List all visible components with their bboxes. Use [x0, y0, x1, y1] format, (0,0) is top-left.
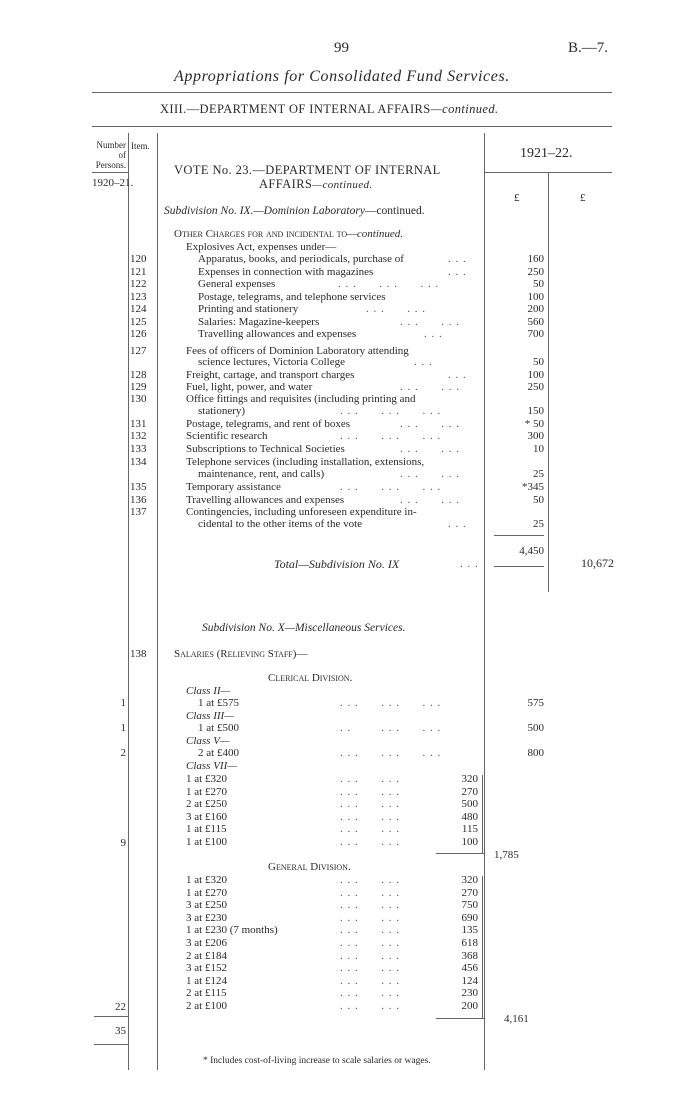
class-v-label: Class V—	[186, 735, 230, 747]
item-120-amount: 160	[527, 253, 544, 265]
general-bracket	[482, 876, 483, 1018]
page-number: 99	[334, 40, 349, 56]
item-137-text-2: cidental to the other items of the vote	[198, 518, 363, 530]
persons-total-rule-bottom	[94, 1044, 128, 1045]
class-ii-dots: . . . . . . . . .	[340, 697, 442, 709]
general-division-line: 3 at £230	[186, 911, 227, 924]
page-reference: B.—7.	[568, 40, 609, 56]
item-131-number: 131	[130, 418, 147, 430]
item-127-amount: 50	[533, 356, 544, 368]
class-vii-amount: 270	[461, 785, 478, 798]
rule-persons-item	[128, 133, 129, 1070]
item-122-text: General expenses	[198, 278, 276, 290]
clerical-division-heading: Clerical Division.	[268, 672, 353, 684]
general-division-dots: . . . . . .	[340, 874, 400, 886]
item-125-dots: . . . . . .	[400, 315, 460, 328]
title-rule	[92, 92, 612, 93]
class-vii-line: 1 at £100	[186, 835, 227, 848]
class-vii-amount: 100	[461, 835, 478, 848]
class-vii-total: 1,785	[494, 849, 519, 861]
class-iii-persons: 1	[120, 722, 126, 734]
general-total: 4,161	[504, 1013, 529, 1025]
item-129-dots: . . . . . .	[400, 381, 460, 393]
rule-item-text	[157, 133, 158, 1070]
salaries-relieving-staff: Salaries (Relieving Staff)—	[174, 648, 308, 660]
item-128-number: 128	[130, 369, 147, 381]
general-division-line: 3 at £152	[186, 962, 227, 975]
item-136-amount: 50	[533, 494, 544, 506]
item-125-text: Salaries: Magazine-keepers	[198, 315, 320, 328]
vote-title-line1: VOTE No. 23.—DEPARTMENT OF INTERNAL	[174, 163, 441, 177]
item-124-amount: 200	[527, 303, 544, 315]
head-rule-left	[92, 172, 128, 173]
general-division-amount: 230	[461, 987, 478, 1000]
item-129-amount: 250	[527, 381, 544, 393]
item-134-dots: . . . . . .	[400, 468, 460, 480]
general-division-line: 2 at £115	[186, 987, 227, 1000]
class-vii-amount: 480	[461, 810, 478, 823]
class-vii-amount: 115	[461, 823, 478, 835]
general-division-dots: . . . . . .	[340, 937, 400, 949]
class-v-dots: . . . . . . . . .	[340, 747, 442, 759]
other-charges-label: Other Charges for and incidental to	[174, 228, 348, 240]
class-vii-dots: . . . . . .	[340, 810, 400, 823]
item-120-dots: . . .	[448, 253, 467, 265]
item-133-text: Subscriptions to Technical Societies	[186, 443, 345, 455]
class-ii-label: Class II—	[186, 685, 231, 697]
rule-amount-total	[548, 172, 549, 592]
footnote: * Includes cost-of-living increase to scale salaries or wages.	[203, 1056, 431, 1066]
item-126-text: Travelling allowances and expenses	[198, 328, 357, 340]
item-131-dots: . . . . . .	[400, 418, 460, 430]
item-136-text: Travelling allowances and expenses	[186, 494, 345, 506]
general-division-dots: . . . . . .	[340, 974, 400, 987]
item-138-number: 138	[130, 648, 147, 660]
item-132-text: Scientific research	[186, 430, 268, 442]
total-subdivision-ix-label: Total—Subdivision No. IX	[274, 557, 400, 571]
item-129-text: Fuel, light, power, and water	[186, 381, 313, 393]
item-133-amount: 10	[533, 443, 544, 455]
general-division-dots: . . . . . .	[340, 1000, 400, 1012]
subdivision-ix-title: Subdivision No. IX.—Dominion Laboratory	[164, 205, 365, 217]
general-division-dots: . . . . . .	[340, 987, 400, 1000]
general-division-amount: 320	[461, 874, 478, 886]
total-subdivision-ix-amount: 10,672	[581, 556, 614, 570]
item-122-dots: . . . . . . . . .	[338, 278, 440, 290]
item-132-number: 132	[130, 430, 147, 442]
item-123-amount: 100	[527, 290, 544, 303]
item-126-dots: . . .	[424, 328, 443, 340]
pound-column-2: £	[580, 192, 586, 204]
class-vii-dots: . . . . . .	[340, 773, 400, 785]
persons-header: Number of Persons.	[95, 140, 126, 170]
class-ii-persons: 1	[120, 697, 126, 709]
item-120-text: Apparatus, books, and periodicals, purchase of	[198, 253, 404, 265]
class-ii-line: 1 at £575	[198, 697, 239, 709]
persons-total: 35	[115, 1025, 126, 1037]
item-137-text-1: Contingencies, including unforeseen expenditure in-	[186, 506, 417, 518]
item-121-text: Expenses in connection with magazines	[198, 265, 374, 278]
general-division-dots: . . . . . .	[340, 911, 400, 924]
item-120-number: 120	[130, 253, 147, 265]
general-division-line: 2 at £184	[186, 949, 227, 962]
item-132-amount: 300	[527, 430, 544, 442]
class-vii-dots: . . . . . .	[340, 835, 400, 848]
section-heading	[160, 102, 499, 117]
general-division-heading: General Division.	[268, 861, 351, 873]
general-division-dots: . . . . . .	[340, 899, 400, 912]
other-charges-heading	[174, 228, 403, 240]
item-127-text-2: science lectures, Victoria College	[198, 356, 345, 368]
class-vii-amount: 320	[461, 773, 478, 785]
class-iii-line: 1 at £500	[198, 722, 239, 734]
general-division-amount: 124	[461, 974, 478, 987]
item-130-number: 130	[130, 393, 147, 405]
class-vii-sum-rule	[436, 853, 484, 854]
general-division-line: 2 at £100	[186, 1000, 227, 1012]
item-136-number: 136	[130, 494, 147, 506]
vote-title-line2	[259, 177, 373, 192]
item-124-text: Printing and stationery	[198, 303, 299, 315]
subdivision-ix-subtotal: 4,450	[519, 545, 544, 557]
item-134-text-2: maintenance, rent, and calls)	[198, 468, 325, 480]
item-121-number: 121	[130, 265, 147, 278]
item-129-number: 129	[130, 381, 147, 393]
class-vii-dots: . . . . . .	[340, 798, 400, 810]
class-vii-label: Class VII—	[186, 760, 238, 772]
class-vii-dots: . . . . . .	[340, 785, 400, 798]
class-ii-amount: 575	[527, 697, 544, 709]
class-vii-line: 3 at £160	[186, 810, 227, 823]
other-charges-continued: —continued.	[347, 228, 404, 240]
class-vii-line: 2 at £250	[186, 798, 227, 810]
item-130-dots: . . . . . . . . .	[340, 405, 442, 417]
item-128-amount: 100	[527, 369, 544, 381]
general-division-line: 3 at £250	[186, 899, 227, 912]
class-iii-amount: 500	[527, 722, 544, 734]
persons-total-rule	[94, 1016, 128, 1017]
class-vii-line: 1 at £320	[186, 773, 227, 785]
item-125-number: 125	[130, 315, 147, 328]
item-137-amount: 25	[533, 518, 544, 530]
item-125-amount: 560	[527, 315, 544, 328]
section-continued: —continued.	[430, 102, 499, 116]
section-main: XIII.—DEPARTMENT OF INTERNAL AFFAIRS	[160, 102, 431, 116]
general-division-amount: 456	[461, 962, 478, 975]
subtotal-rule	[494, 535, 544, 536]
total-ix-rule	[494, 566, 544, 567]
class-vii-persons: 9	[120, 837, 126, 849]
item-127-number: 127	[130, 345, 147, 357]
vote-title-affairs: AFFAIRS	[259, 177, 313, 191]
item-header: Item.	[131, 141, 150, 151]
item-123-number: 123	[130, 290, 147, 303]
item-132-dots: . . . . . . . . .	[340, 430, 442, 442]
head-rule-right	[484, 172, 612, 173]
item-130-amount: 150	[527, 405, 544, 417]
item-137-number: 137	[130, 506, 147, 518]
general-division-line: 1 at £230 (7 months)	[186, 924, 278, 937]
year-current: 1921–22.	[520, 146, 573, 161]
general-sum-rule	[436, 1018, 484, 1019]
general-division-amount: 135	[461, 924, 478, 937]
general-division-amount: 618	[461, 937, 478, 949]
item-134-text-1: Telephone services (including installation, extensions,	[186, 456, 425, 468]
item-122-amount: 50	[533, 278, 544, 290]
general-division-amount: 200	[461, 1000, 478, 1012]
pound-column-1: £	[514, 192, 520, 204]
class-vii-amount: 500	[461, 798, 478, 810]
item-137-dots: . . .	[448, 518, 467, 530]
item-133-number: 133	[130, 443, 147, 455]
class-v-line: 2 at £400	[198, 747, 239, 759]
item-130-text-1: Office fittings and requisites (including printing and	[186, 393, 416, 405]
class-vii-line: 1 at £270	[186, 785, 227, 798]
item-135-dots: . . . . . . . . .	[340, 481, 442, 493]
general-division-dots: . . . . . .	[340, 962, 400, 975]
item-124-dots: . . . . . .	[366, 303, 426, 315]
general-division-amount: 270	[461, 886, 478, 899]
item-128-dots: . . .	[448, 369, 467, 381]
general-division-amount: 368	[461, 949, 478, 962]
item-121-dots: . . .	[448, 265, 467, 278]
class-iii-dots: . . . . . . . .	[340, 722, 442, 734]
item-126-number: 126	[130, 328, 147, 340]
item-134-amount: 25	[533, 468, 544, 480]
item-127-dots: . . .	[414, 356, 433, 368]
class-vii-dots: . . . . . .	[340, 823, 400, 835]
general-division-line: 1 at £320	[186, 874, 227, 886]
explosives-act-heading: Explosives Act, expenses under—	[186, 241, 337, 253]
general-division-amount: 750	[461, 899, 478, 912]
item-134-number: 134	[130, 456, 147, 468]
general-persons: 22	[115, 1001, 126, 1013]
item-135-number: 135	[130, 481, 147, 493]
rule-text-amount	[484, 133, 485, 1070]
class-v-amount: 800	[527, 747, 544, 759]
item-135-amount: *345	[522, 481, 544, 493]
item-135-text: Temporary assistance	[186, 481, 281, 493]
page-title: Appropriations for Consolidated Fund Services.	[174, 68, 510, 85]
general-division-line: 1 at £124	[186, 974, 227, 987]
year-previous: 1920–21.	[92, 177, 134, 189]
class-vii-line: 1 at £115	[186, 823, 227, 835]
item-131-amount: * 50	[524, 418, 544, 430]
item-136-dots: . . . . . .	[400, 494, 460, 506]
item-130-text-2: stationery)	[198, 405, 246, 417]
subdivision-ix-continued: —continued.	[364, 205, 425, 217]
general-division-amount: 690	[461, 911, 478, 924]
item-123-text: Postage, telegrams, and telephone services	[198, 290, 386, 303]
subdivision-ix-heading	[164, 205, 425, 217]
item-121-amount: 250	[527, 265, 544, 278]
total-ix-dots: . . .	[460, 558, 479, 570]
class-iii-label: Class III—	[186, 710, 234, 722]
vote-title-continued: —continued.	[312, 179, 373, 191]
item-131-text: Postage, telegrams, and rent of boxes	[186, 418, 351, 430]
subdivision-x-heading: Subdivision No. X—Miscellaneous Services.	[202, 622, 406, 634]
item-127-text-1: Fees of officers of Dominion Laboratory attending	[186, 345, 409, 357]
item-122-number: 122	[130, 278, 147, 290]
general-division-dots: . . . . . .	[340, 886, 400, 899]
class-vii-bracket	[482, 775, 483, 853]
general-division-line: 1 at £270	[186, 886, 227, 899]
class-v-persons: 2	[120, 747, 126, 759]
item-133-dots: . . . . . .	[400, 443, 460, 455]
general-division-line: 3 at £206	[186, 937, 227, 949]
item-124-number: 124	[130, 303, 147, 315]
header-rule	[92, 126, 612, 127]
item-128-text: Freight, cartage, and transport charges	[186, 369, 355, 381]
general-division-dots: . . . . . .	[340, 949, 400, 962]
general-division-dots: . . . . . .	[340, 924, 400, 937]
item-126-amount: 700	[527, 328, 544, 340]
